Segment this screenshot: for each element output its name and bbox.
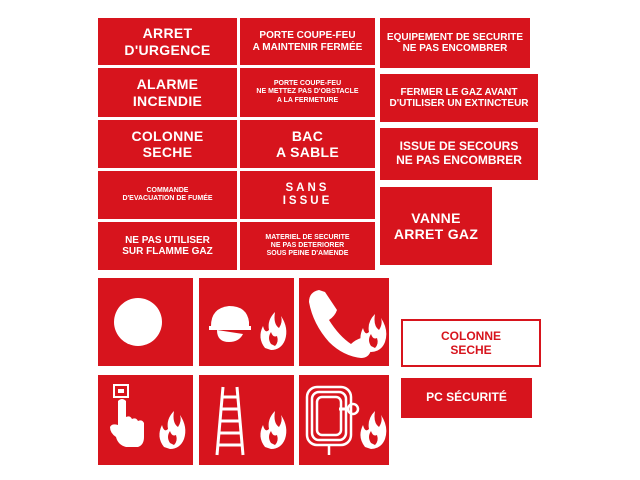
fire-hose-reel-icon: [299, 375, 389, 465]
manual-call-point-icon: [98, 375, 193, 465]
sign-porte-coupe-feu-obstacle: PORTE COUPE-FEU NE METTEZ PAS D'OBSTACLE A LA FERMETURE: [240, 68, 375, 117]
sign-ne-pas-utiliser: NE PAS UTILISER SUR FLAMME GAZ: [98, 222, 237, 270]
sign-issue-secours: ISSUE DE SECOURS NE PAS ENCOMBRER: [380, 128, 538, 180]
fire-ladder-icon: [199, 375, 294, 465]
sign-bac-a-sable: BAC A SABLE: [240, 120, 375, 168]
sign-fermer-gaz: FERMER LE GAZ AVANT D'UTILISER UN EXTINCTEUR: [380, 74, 538, 122]
sign-materiel-securite: MATERIEL DE SECURITE NE PAS DETERIORER SOUS PEINE D'AMENDE: [240, 222, 375, 270]
sign-commande-evacuation-fumee: COMMANDE D'EVACUATION DE FUMÉE: [98, 171, 237, 219]
alarm-button-icon: [98, 278, 193, 366]
sign-equipement-securite: EQUIPEMENT DE SECURITE NE PAS ENCOMBRER: [380, 18, 530, 68]
sign-colonne-seche: COLONNE SECHE: [98, 120, 237, 168]
fire-helmet-icon: [199, 278, 294, 366]
sign-arret-urgence: ARRET D'URGENCE: [98, 18, 237, 65]
sign-sans-issue: SANS ISSUE: [240, 171, 375, 219]
sign-vanne-arret-gaz: VANNE ARRET GAZ: [380, 187, 492, 265]
sign-colonne-seche-outline: COLONNE SECHE: [401, 319, 541, 367]
sign-porte-coupe-feu-maintenir: PORTE COUPE-FEU A MAINTENIR FERMÉE: [240, 18, 375, 65]
sign-alarme-incendie: ALARME INCENDIE: [98, 68, 237, 117]
sign-pc-securite: PC SÉCURITÉ: [401, 378, 532, 418]
fire-telephone-icon: [299, 278, 389, 366]
